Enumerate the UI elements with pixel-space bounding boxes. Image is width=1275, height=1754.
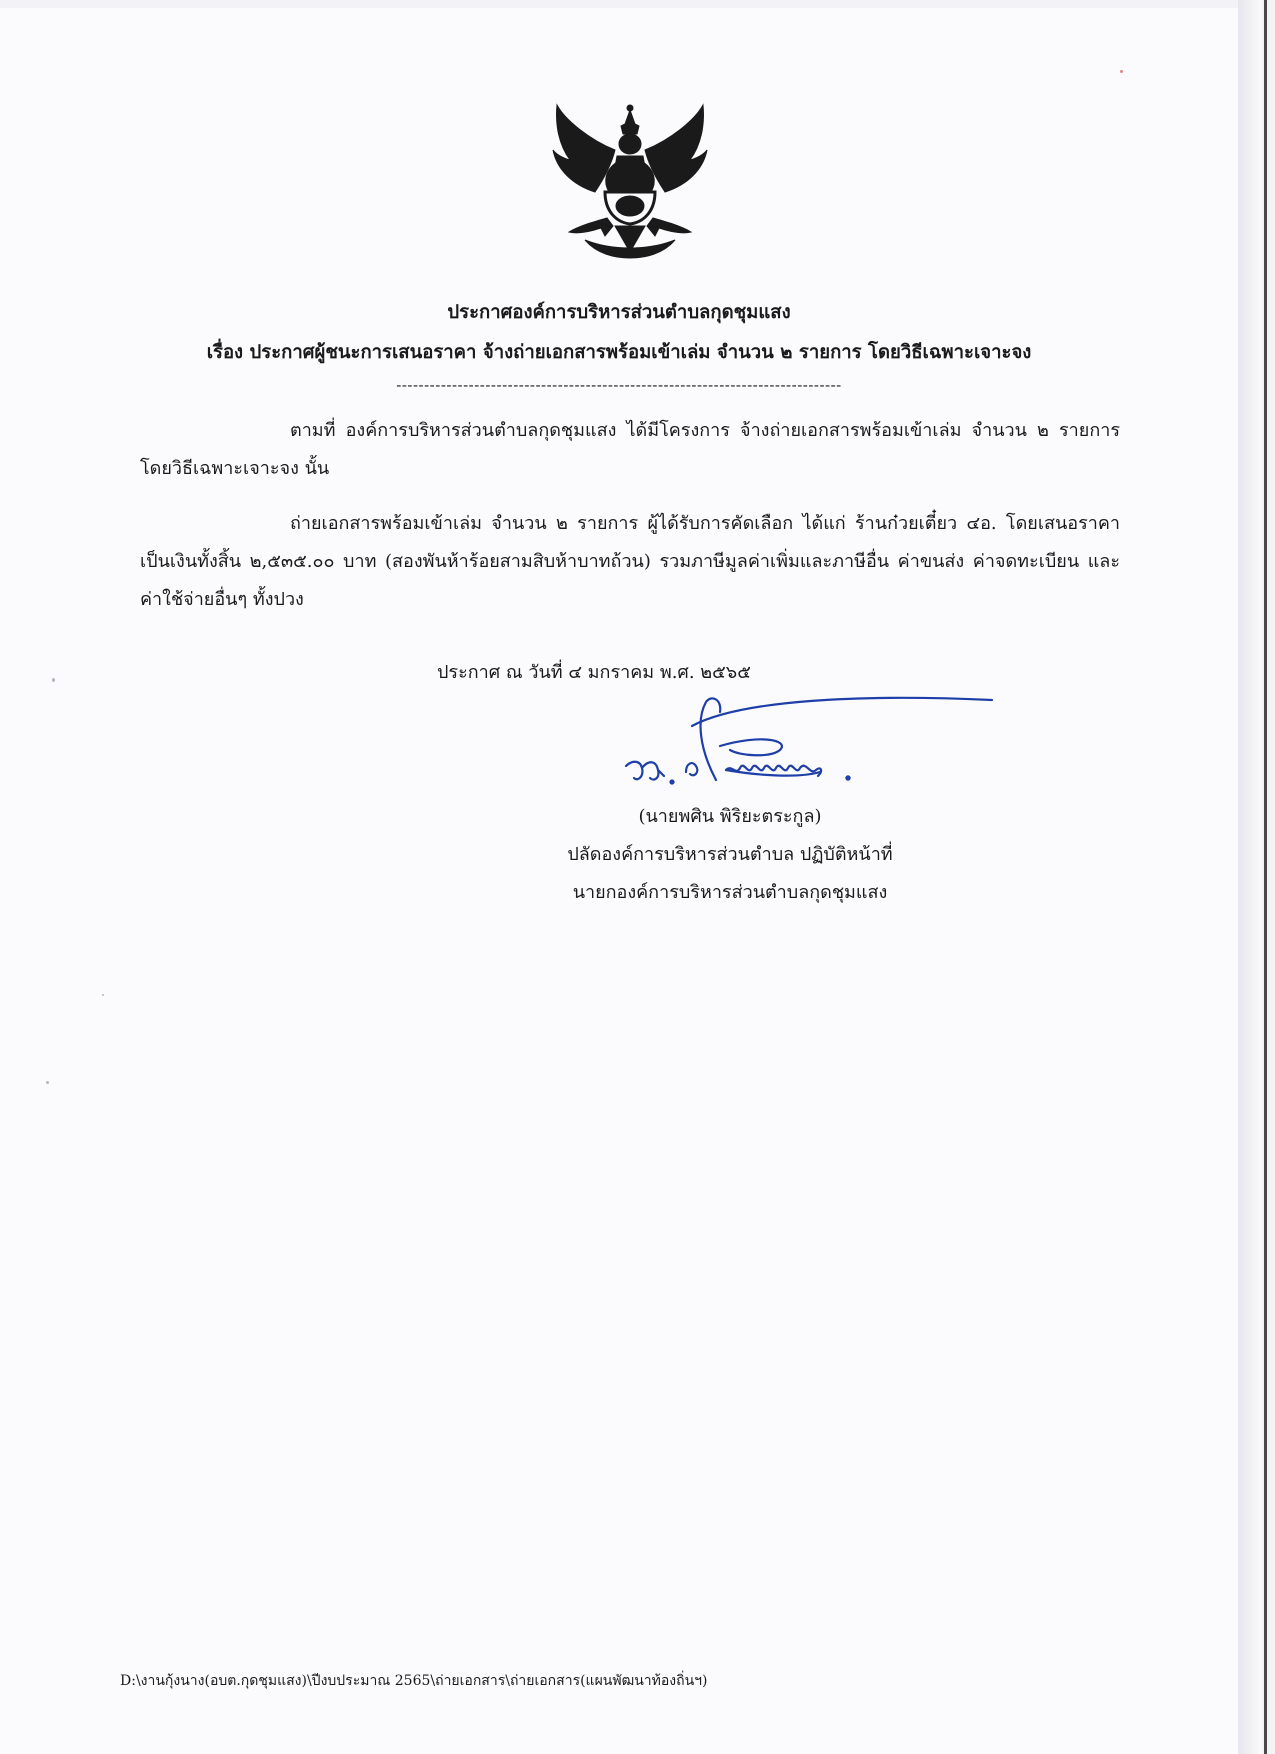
scan-speck — [52, 678, 55, 682]
paragraph-project: ตามที่ องค์การบริหารส่วนตำบลกุดชุมแสง ได้มีโครงการ จ้างถ่ายเอกสารพร้อมเข้าเล่ม จำนวน ๒ รายการ โดยวิธีเฉพาะเจาะจง นั้น — [140, 420, 1120, 479]
scan-speck — [102, 994, 104, 996]
scan-edge-shadow — [1238, 0, 1262, 1754]
separator-line: -------------------------------------------------------------------------------- — [396, 376, 842, 394]
footer-file-path: D:\งานกุ้งนาง(อบต.กุดชุมแสง)\ปีงบประมาณ 2565\ถ่ายเอกสาร\ถ่ายเอกสาร(แผนพัฒนาท้องถิ่นฯ) — [120, 1673, 708, 1689]
announcement-title: ประกาศองค์การบริหารส่วนตำบลกุดชุมแสง — [447, 302, 791, 323]
garuda-emblem-icon — [545, 100, 715, 260]
announcement-date: ประกาศ ณ วันที่ ๔ มกราคม พ.ศ. ๒๕๖๕ — [437, 662, 751, 683]
document-page — [0, 8, 1238, 1754]
signatory-name: (นายพศิน พิริยะตระกูล) — [638, 806, 822, 827]
scan-speck — [1120, 70, 1123, 73]
scan-speck — [46, 1081, 49, 1084]
scan-edge-line — [1264, 0, 1267, 1754]
paragraph-winner: ถ่ายเอกสารพร้อมเข้าเล่ม จำนวน ๒ รายการ ผู้ได้รับการคัดเลือก ได้แก่ ร้านก๋วยเตี๋ยว ๔อ. โดยเสนอราคา เป็นเงินทั้งสิ้น ๒,๕๓๕.๐๐ บาท (สองพันห้าร้อยสามสิบห้าบาทถ้วน) รวมภาษีมูลค่าเพิ่มและภาษีอื่น ค่าขนส่ง ค่าจดทะเบียน และค่าใช้จ่ายอื่นๆ ทั้งปวง — [140, 513, 1121, 610]
signatory-block — [520, 798, 940, 912]
announcement-subject: เรื่อง ประกาศผู้ชนะการเสนอราคา จ้างถ่ายเอกสารพร้อมเข้าเล่ม จำนวน ๒ รายการ โดยวิธีเฉพาะเจาะจง — [206, 342, 1032, 363]
signatory-position-line1: ปลัดองค์การบริหารส่วนตำบล ปฏิบัติหน้าที่ — [567, 844, 893, 865]
signatory-position-line2: นายกองค์การบริหารส่วนตำบลกุดชุมแสง — [572, 882, 888, 903]
handwritten-signature — [620, 690, 1000, 800]
